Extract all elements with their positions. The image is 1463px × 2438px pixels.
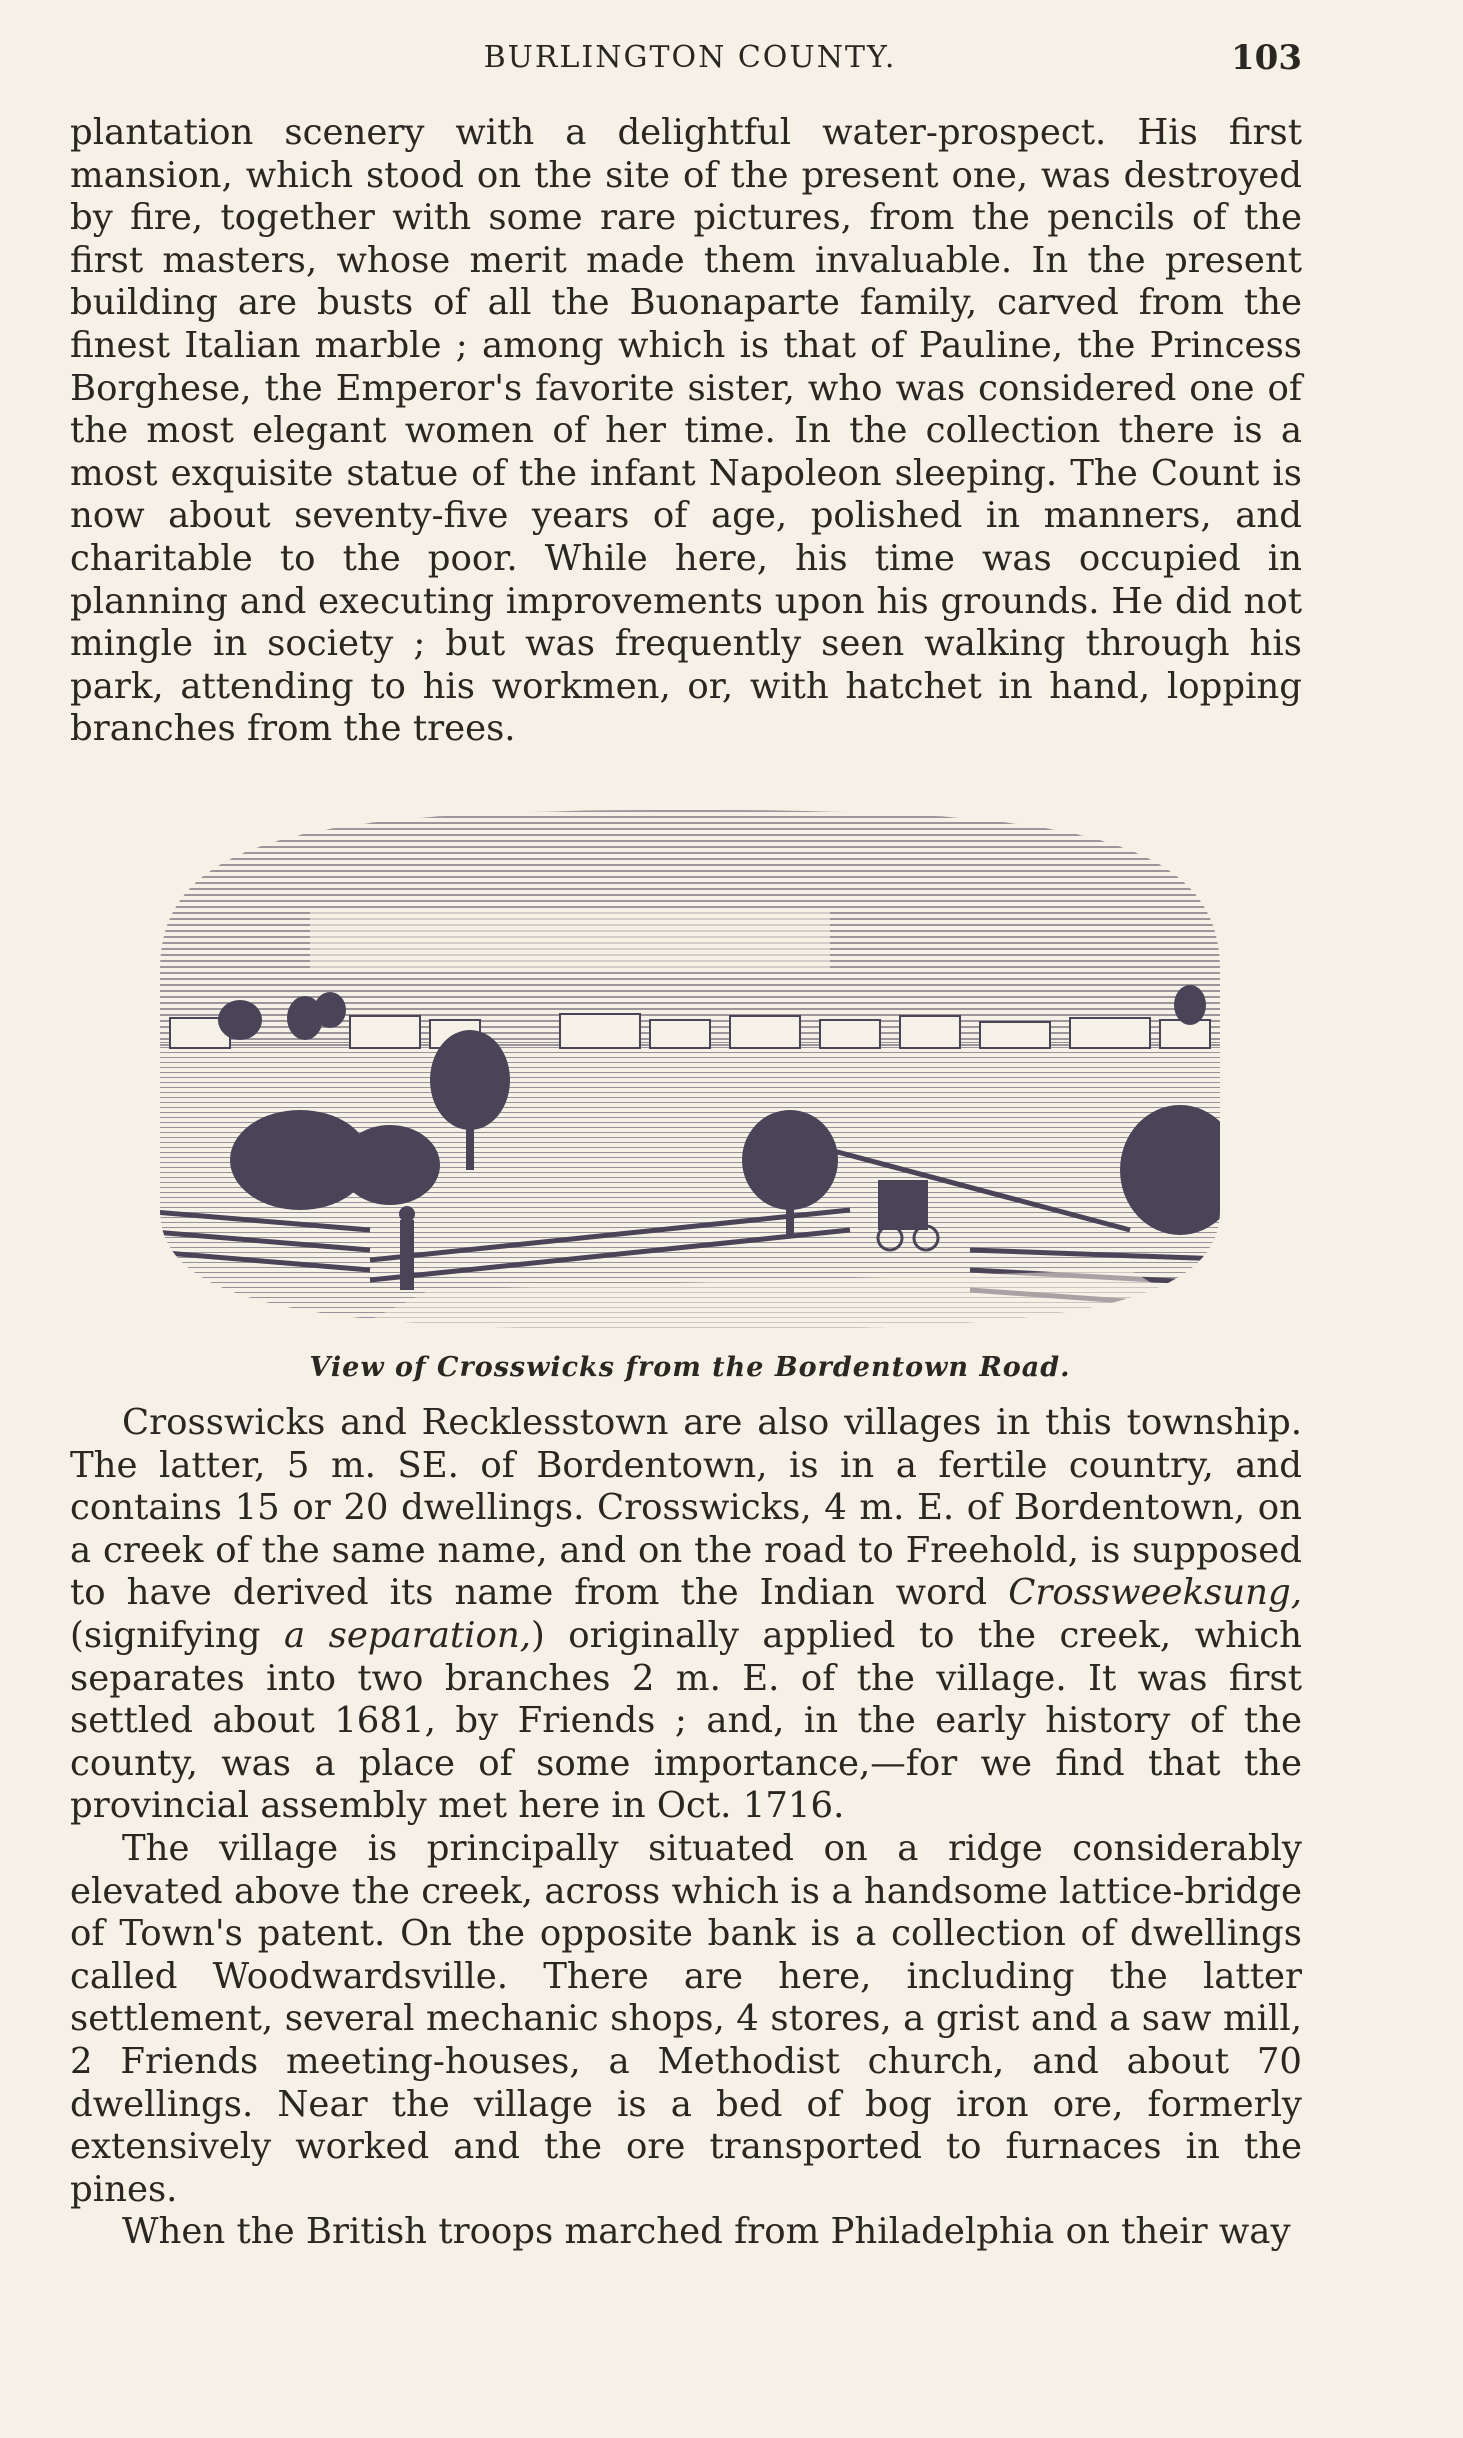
crosswicks-engraving xyxy=(130,790,1250,1350)
paragraph-continuation xyxy=(70,112,1302,751)
engraving-illustration xyxy=(130,790,1250,1350)
text-body xyxy=(70,1402,1302,2254)
running-head xyxy=(70,38,1310,78)
figure-caption: View of Crosswicks from the Bordentown Road. xyxy=(309,1352,1071,1383)
engraving-scene xyxy=(130,790,1250,1340)
paragraph-2-part-a: Crosswicks and Recklesstown are also villages in this township. The latter, 5 m. SE. of Bordentown, is in a fertile country, and contains 15 or 20 dwellings. Crosswicks, 4 m. E. of Bordentown, on a creek of the same name, and on the road to Freehold, is supposed to have derived its name from the Indian word xyxy=(70,1402,1302,1614)
paragraph-2-part-c: ) originally applied to the creek, which separates into two branches 2 m. E. of the village. It was first settled about 1681, by Friends ; and, in the early history of the county, was a place of some importance,—for we find that the provincial assembly met here in Oct. 1716. xyxy=(70,1614,1302,1827)
figures xyxy=(399,1206,415,1290)
paragraph-2 xyxy=(70,1402,1302,1828)
indian-word: Crossweeksung, xyxy=(1008,1572,1302,1614)
page-number: 103 xyxy=(1231,38,1302,78)
paragraph-2-part-b: (signifying xyxy=(70,1614,261,1656)
paragraph-1: plantation scenery with a delightful water-prospect. His first mansion, which stood on the site of the present one, was destroyed by fire, together with some rare pictures, from the pencils of the first masters, whose merit made them invaluable. In the present building are busts of all the Buonaparte family, carved from the finest Italian marble ; among which is that of Pauline, the Princess Borghese, the Emperor's favorite sister, who was considered one of the most elegant women of her time. In the collection there is a most exquisite statue of the infant Napoleon sleeping. The Count is now about seventy-five years of age, polished in manners, and charitable to the poor. While here, his time was occupied in planning and executing improvements upon his grounds. He did not mingle in society ; but was frequently seen walking through his park, attending to his workmen, or, with hatchet in hand, lopping branches from the trees. xyxy=(70,112,1302,750)
paragraph-4: When the British troops marched from Philadelphia on their way xyxy=(122,2211,1291,2253)
running-title: BURLINGTON COUNTY. xyxy=(483,40,897,75)
meaning-term: a separation, xyxy=(283,1614,531,1656)
paragraph-3: The village is principally situated on a ridge considerably elevated above the creek, across which is a handsome lattice-bridge of Town's patent. On the opposite bank is a collection of dwellings called Woodwardsville. There are here, including the latter settlement, several mechanic shops, 4 stores, a grist and a saw mill, 2 Friends meeting-houses, a Methodist church, and about 70 dwellings. Near the village is a bed of bog iron ore, formerly extensively worked and the ore transported to furnaces in the pines. xyxy=(70,1827,1302,2210)
